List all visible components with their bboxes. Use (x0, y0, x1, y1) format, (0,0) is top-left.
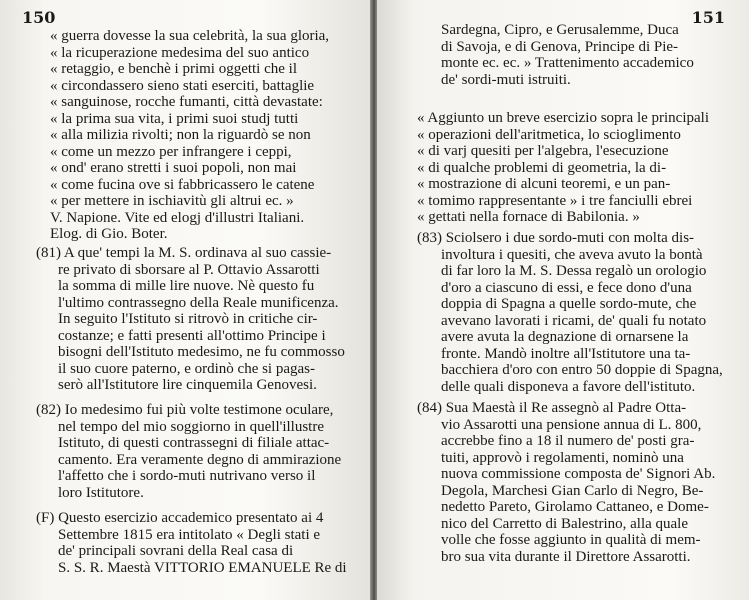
text-line: « Aggiunto un breve esercizio sopra le principali (417, 110, 709, 126)
text-line: accrebbe fino a 18 il numero de' posti gra- (441, 433, 695, 449)
footnote-82 (36, 402, 341, 501)
text-line: « operazioni dell'aritmetica, lo scioglimento (417, 126, 681, 143)
text-line: bisogni dell'Istituto medesimo, ne fu commosso (58, 344, 345, 360)
footnote-81 (36, 245, 345, 394)
text-line: nico del Carretto di Balestrino, alla quale (441, 515, 689, 532)
text-line: Settembre 1815 era intitolato « Degli stati e (58, 526, 321, 543)
text-line: il suo cuore paterno, e ordinò che si pagas- (58, 360, 315, 377)
text-line: « la ricuperazione medesima del suo antico (50, 44, 310, 61)
text-line: l'affetto che i sordo-muti nutrivano verso il (58, 468, 316, 484)
text-line: Elog. di Gio. Boter. (50, 226, 168, 242)
text-line: avere avuta la degnazione di ornarsene la (441, 329, 689, 345)
text-line: tuiti, approvò i regolamenti, nominò una (441, 449, 684, 466)
text-line: « retaggio, e benchè i primi oggetti che il (50, 61, 298, 77)
text-line: nel tempo del mio soggiorno in quell'illustre (58, 418, 325, 435)
text-line: « come un mezzo per infrangere i ceppi, (50, 143, 292, 160)
right-page (377, 0, 749, 600)
text-line: « di qualche problemi di geometria, la di- (417, 159, 667, 176)
text-line: loro Istitutore. (58, 484, 144, 501)
text-line: nedetto Pareto, Girolamo Cattaneo, e Dome- (441, 499, 709, 515)
footnote-83 (417, 230, 723, 395)
text-line: (83) Sciolsero i due sordo-muti con molta dis- (417, 230, 695, 246)
text-line: de' principali sovrani della Real casa di (58, 543, 294, 559)
text-line: « ond' erano stretti i suoi popoli, non mai (50, 160, 297, 176)
text-line: « di varj quesiti per l'algebra, l'esecuzione (417, 143, 669, 159)
text-line: d'oro a ciascuno di essi, e fece dono d'una (441, 279, 692, 296)
text-line: Degola, Marchesi Gian Carlo di Negro, Be- (441, 482, 704, 499)
added-exercise-block (417, 110, 709, 226)
page-number: 150 (22, 8, 56, 27)
footnote-84 (417, 400, 715, 565)
text-line: re privato di sborsare al P. Ottavio Assarotti (58, 261, 320, 278)
text-line: camento. Era veramente degno di ammirazione (58, 451, 342, 468)
text-line: nuova commissione composta de' Signori Ab. (441, 466, 716, 482)
text-line: bro sua vita durante il Direttore Assarotti. (441, 548, 691, 565)
text-line: S. S. R. Maestà VITTORIO EMANUELE Re di (58, 559, 347, 576)
text-line: « mostrazione di alcuni teoremi, e un pan- (417, 176, 671, 192)
text-line: « la prima sua vita, i primi suoi studj tutti (50, 110, 299, 127)
text-line: « tomimo rappresentante » i tre fanciulli ebrei (417, 192, 693, 209)
text-line: di far loro la M. S. Dessa regalò un orologio (441, 263, 707, 279)
text-line: (81) A que' tempi la M. S. ordinava al suo cassie- (36, 245, 332, 261)
text-line: (F) Questo esercizio accademico presentato ai 4 (36, 510, 324, 526)
text-line: « per mettere in ischiavitù gli altrui ec. » (50, 193, 294, 209)
text-line: Istituto, di questi contrassegni di filiale attac- (58, 435, 330, 451)
text-line: monte ec. ec. » Trattenimento accademico (441, 55, 694, 71)
text-line: de' sordi-muti istruiti. (441, 71, 571, 88)
text-line: « guerra dovesse la sua celebrità, la sua gloria, (50, 28, 330, 44)
text-line: la somma di mille lire nuove. Nè questo fu (58, 278, 315, 294)
text-line: « circondassero sieno stati eserciti, battaglie (50, 77, 315, 94)
text-line: costanze; e fatti presenti all'ottimo Principe i (58, 327, 326, 344)
text-line: « sanguinose, rocche fumanti, città devastate: (50, 94, 323, 110)
text-line: « gettati nella fornace di Babilonia. » (417, 209, 640, 225)
text-line: V. Napione. Vite ed elogj d'illustri Italiani. (50, 209, 305, 226)
text-line: volle che fosse aggiunto in qualità di mem- (441, 532, 701, 548)
text-line: « come fucina ove si fabbricassero le catene (50, 176, 315, 193)
quote-block (50, 28, 329, 243)
text-line: doppia di Spagna a quelle sordo-mute, che (441, 296, 697, 312)
text-line: di Savoja, e di Genova, Principe di Pie- (441, 38, 679, 55)
left-page (0, 0, 372, 600)
text-line: In seguito l'Istituto si ritrovò in critiche cir- (58, 311, 318, 327)
text-line: Sardegna, Cipro, e Gerusalemme, Duca (441, 22, 679, 38)
text-line: (84) Sua Maestà il Re assegnò al Padre Otta- (417, 400, 687, 416)
continuation-block (417, 22, 694, 88)
text-line: (82) Io medesimo fui più volte testimone oculare, (36, 402, 334, 418)
text-line: bacchiera d'oro con entro 50 doppie di Spagna, (441, 362, 723, 378)
text-line: serò all'Istitutore lire cinquemila Genovesi. (58, 377, 317, 393)
page-number: 151 (691, 8, 725, 27)
text-line: « alla milizia rivolti; non la riguardò se non (50, 127, 311, 143)
text-line: vio Assarotti una pensione annua di L. 800, (441, 416, 702, 433)
text-line: fronte. Mandò inoltre all'Istitutore una ta- (441, 345, 691, 362)
text-line: delle quali disponeva a favore dell'istituto. (441, 378, 696, 395)
text-line: l'ultimo contrassegno della Reale munificenza. (58, 294, 339, 311)
text-line: avevano lavorati i ricami, de' quali fu notato (441, 312, 707, 329)
footnote-f (36, 510, 347, 576)
text-line: involtura i quesiti, che aveva avuto la bontà (441, 246, 703, 263)
